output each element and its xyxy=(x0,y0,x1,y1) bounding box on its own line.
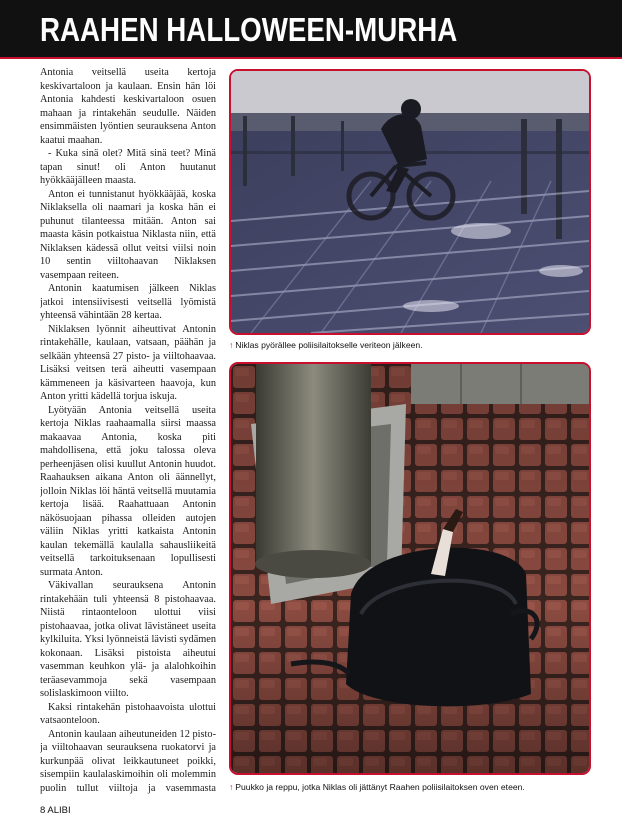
article-paragraph: Antonia veitsellä useita kertoja keskivartaloon ja kaulaan. Ensin hän löi Antonia kahdesti keskivartaloon osuen mahaan ja rintakehän seudulle. Näiden ensimmäisten lyöntien seurauksena Anton kaatui maahan. xyxy=(40,67,216,146)
arrow-up-icon: ↑ xyxy=(229,340,234,350)
headline: RAAHEN HALLOWEEN-MURHA xyxy=(40,11,458,48)
arrow-up-icon: ↑ xyxy=(229,782,234,792)
header-rule xyxy=(0,57,622,59)
magazine-name: ALIBI xyxy=(47,805,71,816)
article-paragraph: Väkivallan seurauksena Antonin rintakehään tuli yhteensä 8 pistohaavaa. Niistä rintaonteloon ulottui viisi pistohaavaa, jotka olivat lävistäneet useita kylkiluita. Yksi lyönneistä lävisti sydämen kokonaan. Lisäksi pistoista aiheutui vasemman keuhkon ylä- ja alalohkoihin teräasevammoja sekä vasempaan solislaskimoon viilto. xyxy=(40,580,216,699)
article-paragraph: - Kuka sinä olet? Mitä sinä teet? Minä tapan sinut! oli Anton huutanut hyökkääjälleen maasta. xyxy=(40,148,216,186)
page-footer xyxy=(40,805,71,816)
photo-caption: ↑ Niklas pyörällee poliisilaitokselle veriteon jälkeen. xyxy=(229,340,423,350)
article-column xyxy=(40,66,216,796)
page-number: 8 xyxy=(40,805,46,816)
article-paragraph: Lyötyään Antonia veitsellä useita kertoja Niklas raahaamalla siirsi maassa makaavaa Antonia, koska piti mahdollisena, että joku talossa oleva perheenjäsen olisi kuullut Antonin huudot. Raahauksen aikana Anton oli äännellyt, jolloin Niklas löi häntä veitsellä muutamia kertoja lisää. Raahattuaan Antonin näkösuojaan pihassa olleiden autojen väliin Niklas yritti katkaista Antonin kaulan tekemällä kaulalla sahausliikeitä veitsellä tarkoituksenaan lopullisesti surmata Anton. xyxy=(40,404,216,578)
article-paragraph: Kaksi rintakehän pistohaavoista ulottui vatsaonteloon. xyxy=(40,701,216,726)
page-header xyxy=(0,0,622,57)
article-paragraph: Antonin kaatumisen jälkeen Niklas jatkoi intensiivisesti veitsellä lyömistä yhteensä vähintään 28 kertaa. xyxy=(40,283,216,321)
article-paragraph: Antonin kaulaan aiheutuneiden 12 pisto- ja viiltohaavan seurauksena ruokatorvi ja kurkunpää olivat leikkautuneet poikki, sisempiin kaulalaskimoihin oli molemmin puolin tullut viiltoja ja vasemmasta xyxy=(40,728,216,794)
surveillance-photo xyxy=(229,69,591,335)
photo-caption: ↑ Puukko ja reppu, jotka Niklas oli jättänyt Raahen poliisilaitoksen oven eteen. xyxy=(229,782,525,792)
article-paragraph: Niklaksen lyönnit aiheuttivat Antonin rintakehälle, kaulaan, vatsaan, päähän ja selkään yhteensä 27 pisto- ja viiltohaavaa. Lisäksi veitsen terä aiheutti vasempaan kämmeneen ja käsivarteen haavoja, kun Anton yritti kädellä torjua iskuja. xyxy=(40,323,216,402)
evidence-photo xyxy=(229,362,591,775)
article-paragraph: Anton ei tunnistanut hyökkääjää, koska Niklaksella oli naamari ja koska hän ei puhunut tilanteessa mitään. Anton sai maasta käsin potkaistua Niklasta niin, että Niklaksen kädessä ollut veitsi viilsi noin 10 sentin viiltohaavan Niklaksen vasempaan reiteen. xyxy=(40,188,216,281)
